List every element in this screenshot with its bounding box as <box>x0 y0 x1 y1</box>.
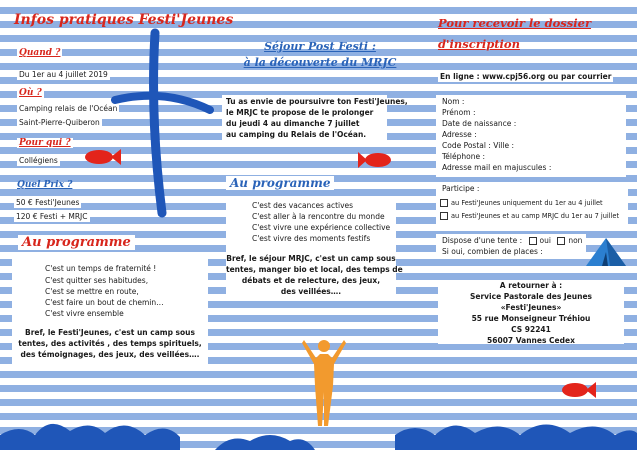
retour-line: 56007 Vannes Cedex <box>487 336 575 345</box>
middle-prog-line: C'est aller à la rencontre du monde <box>252 212 385 221</box>
middle-bref-line: des veillées…. <box>280 287 342 296</box>
option1-label: au Festi'Jeunes uniquement du 1er au 4 juillet <box>451 199 603 207</box>
option2-label: au Festi'Jeunes et au camp MRJC du 1er au 7 juillet <box>451 212 620 220</box>
left-prog-line: C'est quitter ses habitudes, <box>45 276 149 285</box>
retour-box <box>438 280 624 344</box>
tente-oui-checkbox[interactable] <box>529 237 537 245</box>
online-info: En ligne : www.cpj56.org ou par courrier <box>440 72 612 81</box>
retour-line: «Festi'Jeunes» <box>500 303 562 312</box>
ou-line1: Camping relais de l'Océan <box>19 104 118 113</box>
middle-intro-line: au camping du Relais de l'Océan. <box>226 130 367 139</box>
participe-box <box>436 182 628 224</box>
places-label[interactable]: Si oui, combien de places : <box>442 247 543 256</box>
left-programme-title: Au programme <box>18 235 135 250</box>
right-title-line2: d'inscription <box>438 37 520 51</box>
middle-title-line2: à la découverte du MRJC <box>243 56 397 69</box>
participe-label: Participe : <box>442 184 480 193</box>
pourqui-label: Pour qui ? <box>19 138 71 148</box>
left-bref-line: des témoignages, des jeux, des veillées…. <box>20 350 200 359</box>
middle-bref-line: tentes, manger bio et local, des temps de <box>226 265 403 274</box>
middle-intro-line: le MRJC te propose de le prolonger <box>226 108 374 117</box>
retour-line: Service Pastorale des Jeunes <box>469 292 592 301</box>
tente-label: Dispose d'une tente : <box>442 236 523 245</box>
left-prog-line: C'est un temps de fraternité ! <box>45 264 157 273</box>
prix-line2: 120 € Festi + MRJC <box>16 212 88 221</box>
option1-checkbox[interactable] <box>440 199 448 207</box>
middle-intro-line: Tu as envie de poursuivre ton Festi'Jeunes, <box>226 97 408 106</box>
form-box <box>436 95 626 177</box>
retour-line: 55 rue Monseigneur Tréhiou <box>471 314 591 323</box>
middle-prog-line: C'est des vacances actives <box>252 201 354 210</box>
option2-checkbox[interactable] <box>440 212 448 220</box>
retour-line: CS 92241 <box>511 325 551 334</box>
form-field-nom[interactable]: Nom : <box>442 97 465 106</box>
middle-programme-box <box>226 198 403 298</box>
form-field-cp-ville[interactable]: Code Postal : Ville : <box>442 141 514 150</box>
quand-label: Quand ? <box>19 48 61 58</box>
fish-icon <box>84 146 122 168</box>
middle-intro-line: du jeudi 4 au dimanche 7 juillet <box>226 119 360 128</box>
person-icon <box>300 338 350 428</box>
middle-prog-line: C'est vivre une expérience collective <box>252 223 391 232</box>
middle-title-line1: Séjour Post Festi : <box>264 40 376 53</box>
retour-title: A retourner à : <box>499 281 563 290</box>
tente-oui-label: oui <box>539 236 551 245</box>
pourqui-value: Collégiens <box>19 156 58 165</box>
left-prog-line: C'est se mettre en route, <box>45 287 139 296</box>
middle-bref-line: débats et de relecture, des jeux, <box>241 276 381 285</box>
fish-icon <box>358 148 394 172</box>
middle-prog-line: C'est vivre des moments festifs <box>252 234 371 243</box>
middle-bref-line: Bref, le séjour MRJC, c'est un camp sous <box>226 254 396 263</box>
form-field-naissance[interactable]: Date de naissance : <box>442 119 517 128</box>
prix-label: Quel Prix ? <box>17 180 73 190</box>
form-field-email[interactable]: Adresse mail en majuscules : <box>442 163 552 172</box>
middle-intro-box <box>222 95 408 141</box>
fish-icon <box>561 378 597 402</box>
option1-row[interactable] <box>440 198 603 208</box>
ou-line2: Saint-Pierre-Quiberon <box>19 118 100 127</box>
form-field-adresse[interactable]: Adresse : <box>442 130 477 139</box>
left-bref-line: tentes, des activités , des temps spirituels, <box>18 339 202 348</box>
middle-programme-title: Au programme <box>226 176 334 190</box>
left-prog-line: C'est faire un bout de chemin… <box>45 298 164 307</box>
option2-row[interactable] <box>440 211 619 221</box>
left-prog-line: C'est vivre ensemble <box>45 309 124 318</box>
form-field-prenom[interactable]: Prénom : <box>442 108 476 117</box>
cross-icon <box>110 28 220 218</box>
ou-label: Où ? <box>19 88 42 98</box>
quand-value: Du 1er au 4 juillet 2019 <box>19 70 108 79</box>
right-title-line1: Pour recevoir le dossier <box>438 16 592 30</box>
tente-non-checkbox[interactable] <box>557 237 565 245</box>
left-bref-line: Bref, le Festi'Jeunes, c'est un camp sous <box>25 328 195 337</box>
form-field-telephone[interactable]: Téléphone : <box>442 152 486 161</box>
left-title: Infos pratiques Festi'Jeunes <box>14 12 234 28</box>
tente-row <box>442 236 582 246</box>
tente-non-label: non <box>568 236 583 245</box>
left-programme-box <box>12 258 208 366</box>
tent-icon <box>584 234 628 268</box>
prix-line1: 50 € Festi'Jeunes <box>16 198 80 207</box>
tente-box <box>436 234 586 258</box>
